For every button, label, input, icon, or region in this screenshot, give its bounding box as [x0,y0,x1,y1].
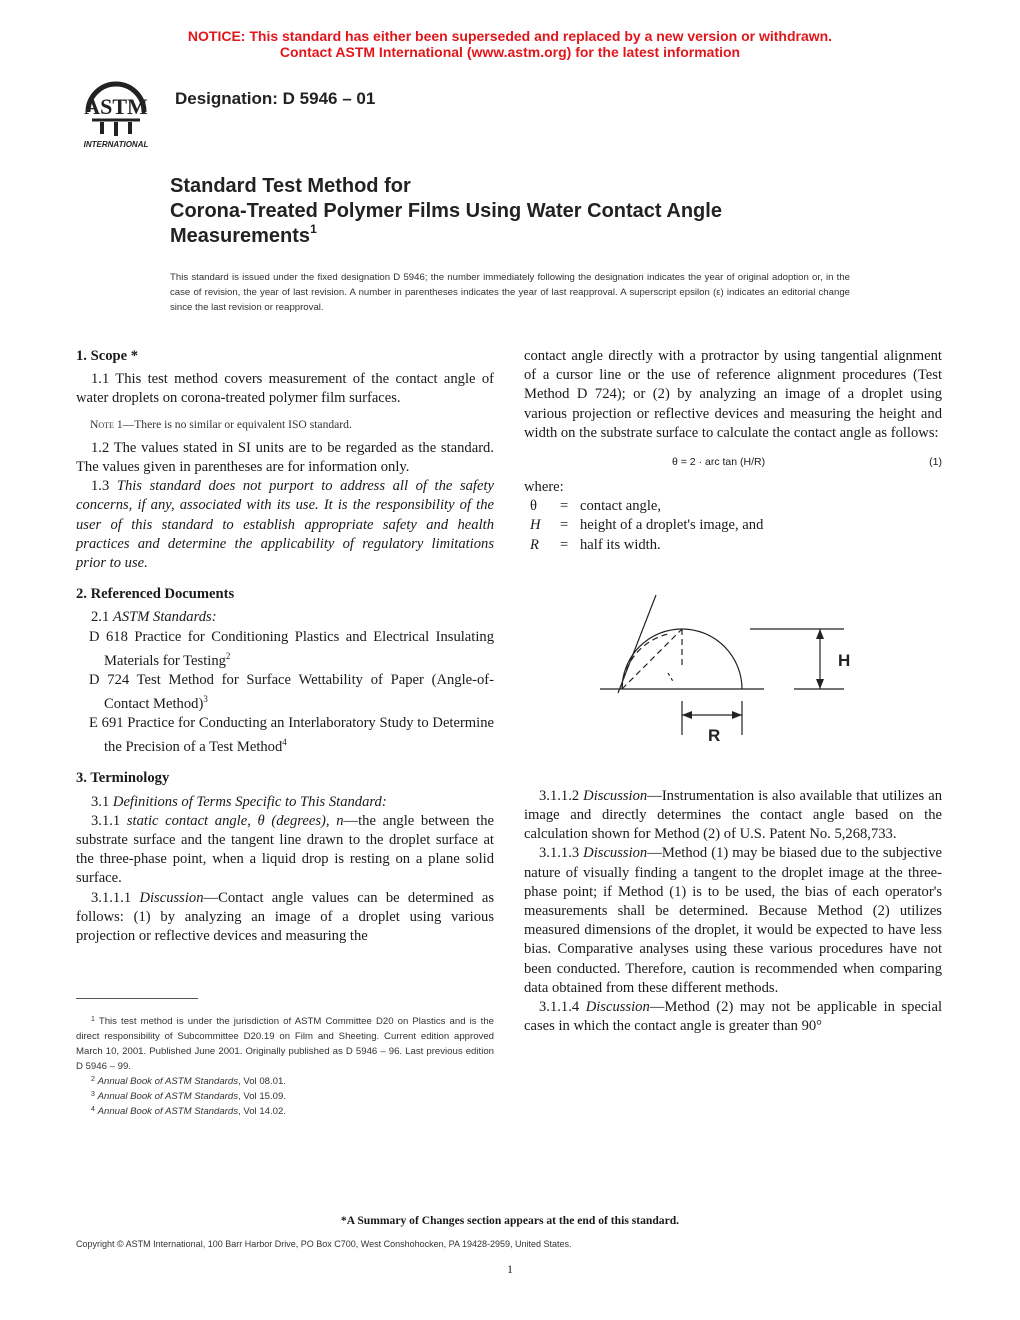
summary-of-changes-note: *A Summary of Changes section appears at the end of this standard. [340,1214,680,1227]
paragraph-1-1: 1.1 This test method covers measurement of the contact angle of water droplets on corona-treated polymer film surfaces. [76,371,494,407]
page-number: 1 [507,1262,513,1276]
footnote-4-volume: , Vol 14.02. [238,1106,287,1117]
footnote-2-source: Annual Book of ASTM Standards [97,1076,239,1087]
paragraph-3-1-1-1-continued: contact angle directly with a protractor by using tangential alignment of a cursor line or the use of reference alignment procedures (Test Method D 724); or (2) by analyzing an image of a droplet using various projection or reflective devices and measuring the height and width on the substrate surface to calculate the contact angle as follows: [524,348,942,441]
paragraph-3-1-num: 3.1 [91,793,110,810]
arrow-down [816,679,824,689]
intro-paragraph: This standard is issued under the fixed designation D 5946; the number immediately following the designation indicates the year of original adoption or, in the case of revision, the year of last revision. A number in parentheses indicates the year of last reapproval. A superscript epsilon (ε) indicates an editorial change since the last revision or reapproval. [170,272,850,313]
reference-d724-mark: 3 [203,694,208,705]
footnote-4 [76,1104,494,1119]
note-1 [76,415,494,434]
paragraph-3-1-1-1-text: —Contact angle values can be determined as follows: (1) by analyzing an image of a droplet using various projection or reflective devices and measuring the [76,889,495,945]
footnote-3-volume: , Vol 15.09. [238,1091,287,1102]
definition-equals: = [560,498,569,515]
definition-equals: = [560,536,569,553]
arrow-right [732,711,742,719]
designation: Designation: D 5946 – 01 [175,89,376,108]
reference-d724 [76,671,494,714]
paragraph-3-1-1-4-text: —Method (2) may not be applicable in special cases in which the contact angle is greater than 90° [524,999,942,1035]
paragraph-3-1-1-2 [524,787,942,845]
section-terminology-heading: 3. Terminology [76,770,170,787]
definition-text: height of a droplet's image, and [580,517,764,534]
paragraph-3-1-text: Definitions of Terms Specific to This Standard: [112,793,387,810]
paragraph-3-1-1-4 [524,998,942,1036]
paragraph-3-1-1-1-label: Discussion [139,889,204,906]
title-line-1: Standard Test Method for [170,175,411,197]
footnote-1-text: This test method is under the jurisdiction of ASTM Committee D20 on Plastics and is the direct responsibility of Subcommittee D20.19 on Film and Sheeting. Current edition approved March 10, 2001. Published June 2001. Originally published as D 5946 – 96. Last previous edition D 5946 – 99. [76,1016,494,1072]
footnote-divider [76,998,198,999]
paragraph-3-1-1-3-num: 3.1.1.3 [539,845,580,862]
footnote-3-mark: 3 [91,1091,95,1098]
reference-d724-text: D 724 Test Method for Surface Wettability of Paper (Angle-of-Contact Method) [89,671,494,712]
where-label: where: [524,479,564,496]
paragraph-2-1-text: ASTM Standards: [112,609,217,626]
paragraph-2-1 [76,608,494,627]
left-column [76,347,494,946]
reference-d618-mark: 2 [225,650,231,661]
right-column [524,347,942,1036]
definition-equals: = [560,517,569,534]
paragraph-1-3-num: 1.3 [91,478,110,495]
copyright: Copyright © ASTM International, 100 Barr Harbor Drive, PO Box C700, West Conshohocken, PA 19428-2959, United States. [76,1239,572,1249]
paragraph-3-1-1-text: —the angle between the substrate surface and the tangent line drawn to the droplet surface at the three-phase point, when a liquid drop is resting on a plane solid surface. [76,812,495,887]
diagram-label-r: R [708,725,721,745]
footnote-3-source: Annual Book of ASTM Standards [97,1091,239,1102]
document-title [170,174,970,249]
footnote-1-mark: 1 [91,1016,95,1023]
arrow-up [816,629,824,639]
footnote-2-mark: 2 [91,1076,95,1083]
section-refdocs-heading: 2. Referenced Documents [76,586,235,603]
notice-banner [0,28,1020,60]
section-scope-heading: 1. Scope * [76,348,139,364]
paragraph-3-1 [76,793,494,812]
paragraph-3-1-1-term: static contact angle, θ (degrees), n [126,812,344,829]
paragraph-3-1-1-1-num: 3.1.1.1 [91,889,132,906]
diagram-label-h: H [838,650,851,670]
paragraph-3-1-1-4-label: Discussion [585,999,650,1016]
footnote-4-source: Annual Book of ASTM Standards [97,1106,239,1117]
title-line-2: Corona-Treated Polymer Films Using Water Contact Angle [170,200,722,222]
title-line-3 [170,224,970,249]
equation-formula: θ = 2 · arc tan (H/R) [672,456,766,469]
definition-symbol: R [530,536,539,553]
definition-symbol: θ [530,498,537,515]
paragraph-3-1-1-2-label: Discussion [583,787,648,804]
contact-angle-diagram [524,589,942,759]
paragraph-1-3 [76,477,494,573]
reference-d618 [76,628,494,671]
astm-logo [68,72,164,152]
paragraph-3-1-1-2-num: 3.1.1.2 [539,787,580,804]
paragraph-3-1-1-3-text: —Method (1) may be biased due to the subjective nature of visually finding a tangent to the droplet image at the three-phase point; if Method (1) is to be used, the bias of each operator's measurements shall be determined. Because Method (2) utilizes measured dimensions of the droplet, it would be expected to have less bias. Comparative analyses using these various procedures have not been conducted. Therefore, caution is recommended when comparing data obtained from these different methods. [524,845,943,996]
reference-d618-text: D 618 Practice for Conditioning Plastics and Electrical Insulating Materials for Testing [89,628,494,669]
paragraph-3-1-1 [76,812,494,889]
paragraph-2-1-num: 2.1 [91,609,110,626]
notice-line-1: NOTICE: This standard has either been superseded and replaced by a new version or withdrawn. [187,28,833,44]
definition-text: contact angle, [580,498,662,515]
paragraph-3-1-1-2-text: —Instrumentation is also available that utilizes an image and directly determines the contact angle based on the calculation shown for Method (2) of U.S. Patent No. 5,268,733. [524,787,942,843]
footnote-1 [76,1014,494,1074]
footnote-4-mark: 4 [91,1106,95,1113]
notice-line-2: Contact ASTM International (www.astm.org) for the latest information [279,44,741,60]
definition-h [524,516,942,535]
footnote-2 [76,1074,494,1089]
footnotes [76,1014,494,1119]
arrow-left [682,711,692,719]
note-1-text: —There is no similar or equivalent ISO standard. [122,417,352,431]
definition-r [524,536,942,555]
paragraph-3-1-1-3 [524,844,942,998]
logo-letters: ASTM [84,94,148,119]
definition-symbol: H [530,517,541,534]
reference-e691 [76,714,494,757]
note-1-label: Note 1 [90,417,123,431]
footnote-3 [76,1089,494,1104]
title-line-3-text: Measurements [170,225,311,247]
equation-number: (1) [929,456,942,469]
reference-e691-text: E 691 Practice for Conducting an Interlaboratory Study to Determine the Precision of a Test Method [89,715,494,756]
paragraph-3-1-1-4-num: 3.1.1.4 [539,999,580,1016]
logo-caption: INTERNATIONAL [83,140,149,149]
footnote-2-volume: , Vol 08.01. [238,1076,287,1087]
paragraph-3-1-1-num: 3.1.1 [91,812,121,829]
paragraph-1-2: 1.2 The values stated in SI units are to be regarded as the standard. The values given in parentheses are for information only. [76,439,494,476]
paragraph-3-1-1-1 [76,889,494,947]
paragraph-1-3-text: This standard does not purport to address all of the safety concerns, if any, associated with its use. It is the responsibility of the user of this standard to establish appropriate safety and health practices and determine the applicability of regulatory limitations prior to use. [76,478,494,572]
paragraph-3-1-1-3-label: Discussion [583,845,648,862]
definition-text: half its width. [580,536,661,553]
title-footnote-mark: 1 [310,222,317,236]
reference-e691-mark: 4 [282,737,287,748]
definition-theta [524,497,942,516]
equation-1 [524,447,942,478]
